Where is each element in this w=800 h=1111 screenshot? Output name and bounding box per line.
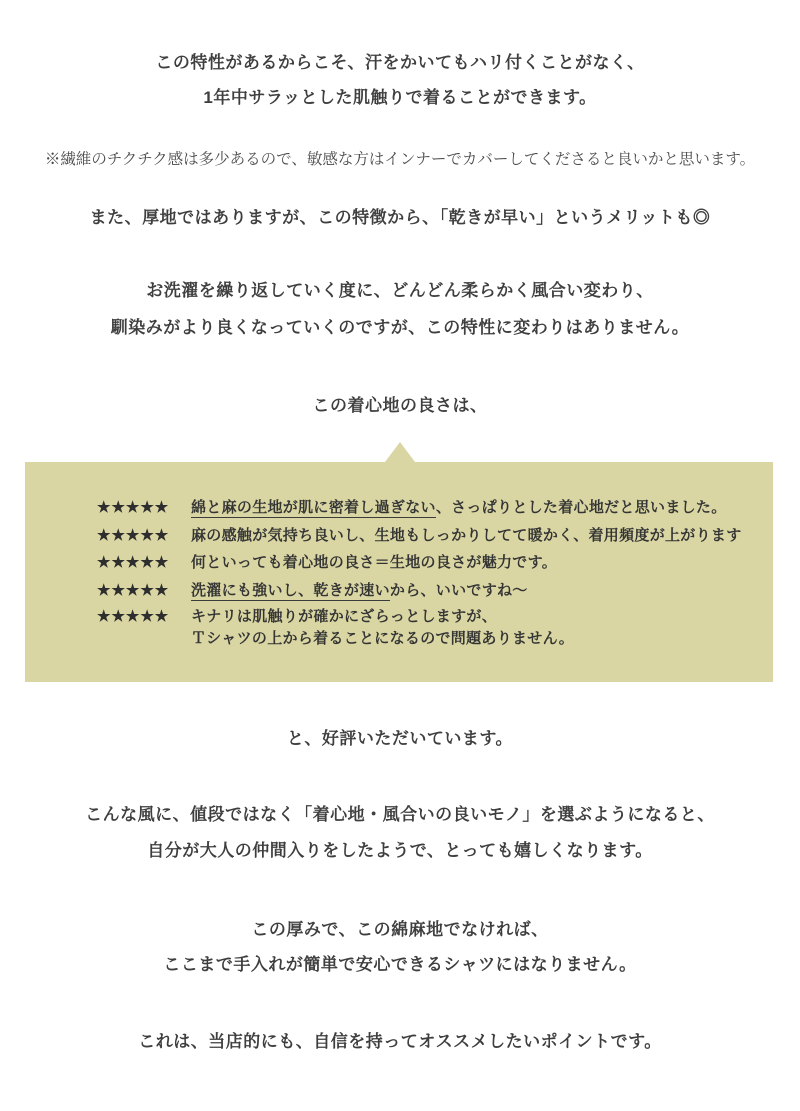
review-text: Ｔシャツの上から着ることになるので問題ありません。 xyxy=(191,630,575,647)
callout-pointer-triangle xyxy=(385,442,415,462)
body-text-line: 馴染みがより良くなっていくのですが、この特性に変わりはありません。 xyxy=(110,318,690,337)
review-text-underlined: 洗濯にも強いし、乾きが速い xyxy=(191,582,390,599)
body-text-line: ここまで手入れが簡単で安心できるシャツにはなりません。 xyxy=(163,955,637,974)
body-text-line: これは、当店的にも、自信を持ってオススメしたいポイントです。 xyxy=(138,1032,662,1051)
customer-reviews-panel xyxy=(25,462,773,682)
body-text-line: お洗濯を繰り返していく度に、どんどん柔らかく風合い変わり、 xyxy=(146,281,654,300)
star-rating: ★★★★★ xyxy=(97,554,170,571)
lead-in-text: この着心地の良さは、 xyxy=(312,396,488,415)
review-text-rest: 麻の感触が気持ち良いし、生地もしっかりしてて暖かく、着用頻度が上がります xyxy=(191,527,742,544)
review-item xyxy=(97,527,742,544)
review-item xyxy=(97,582,528,599)
review-text xyxy=(191,499,727,516)
review-item xyxy=(97,499,727,516)
star-rating: ★★★★★ xyxy=(97,499,170,516)
note-text: ※繊維のチクチク感は多少あるので、敏感な方はインナーでカバーしてくださると良いかと思います。 xyxy=(44,151,756,168)
star-rating: ★★★★★ xyxy=(97,582,170,599)
body-text-line: 自分が大人の仲間入りをしたようで、とっても嬉しくなります。 xyxy=(147,841,653,860)
review-text-rest: から、いいですね〜 xyxy=(389,582,528,599)
review-item xyxy=(97,554,557,571)
star-rating: ★★★★★ xyxy=(97,608,170,625)
review-text xyxy=(191,608,497,625)
review-text xyxy=(191,527,742,544)
review-text-rest: 何といっても着心地の良さ＝生地の良さが魅力です。 xyxy=(191,554,558,571)
review-text xyxy=(191,554,557,571)
body-text-line: こんな風に、値段ではなく「着心地・風合いの良いモノ」を選ぶようになると、 xyxy=(85,805,715,824)
body-text-line: と、好評いただいています。 xyxy=(286,729,514,748)
review-text xyxy=(191,582,528,599)
body-text-line: 1年中サラッとした肌触りで着ることができます。 xyxy=(203,88,597,107)
review-item-continuation xyxy=(191,630,574,647)
body-text-line: また、厚地ではありますが、この特徴から、「乾きが早い」というメリットも◎ xyxy=(89,208,711,227)
review-item xyxy=(97,608,497,625)
review-text-rest: 、さっぱりとした着心地だと思いました。 xyxy=(435,499,727,516)
star-rating: ★★★★★ xyxy=(97,527,170,544)
review-text-underlined: 綿と麻の生地が肌に密着し過ぎない xyxy=(191,499,436,516)
body-text-line: この特性があるからこそ、汗をかいてもハリ付くことがなく、 xyxy=(155,53,645,72)
review-text-rest: キナリは肌触りが確かにざらっとしますが、 xyxy=(191,608,498,625)
body-text-line: この厚みで、この綿麻地でなければ、 xyxy=(251,920,549,939)
